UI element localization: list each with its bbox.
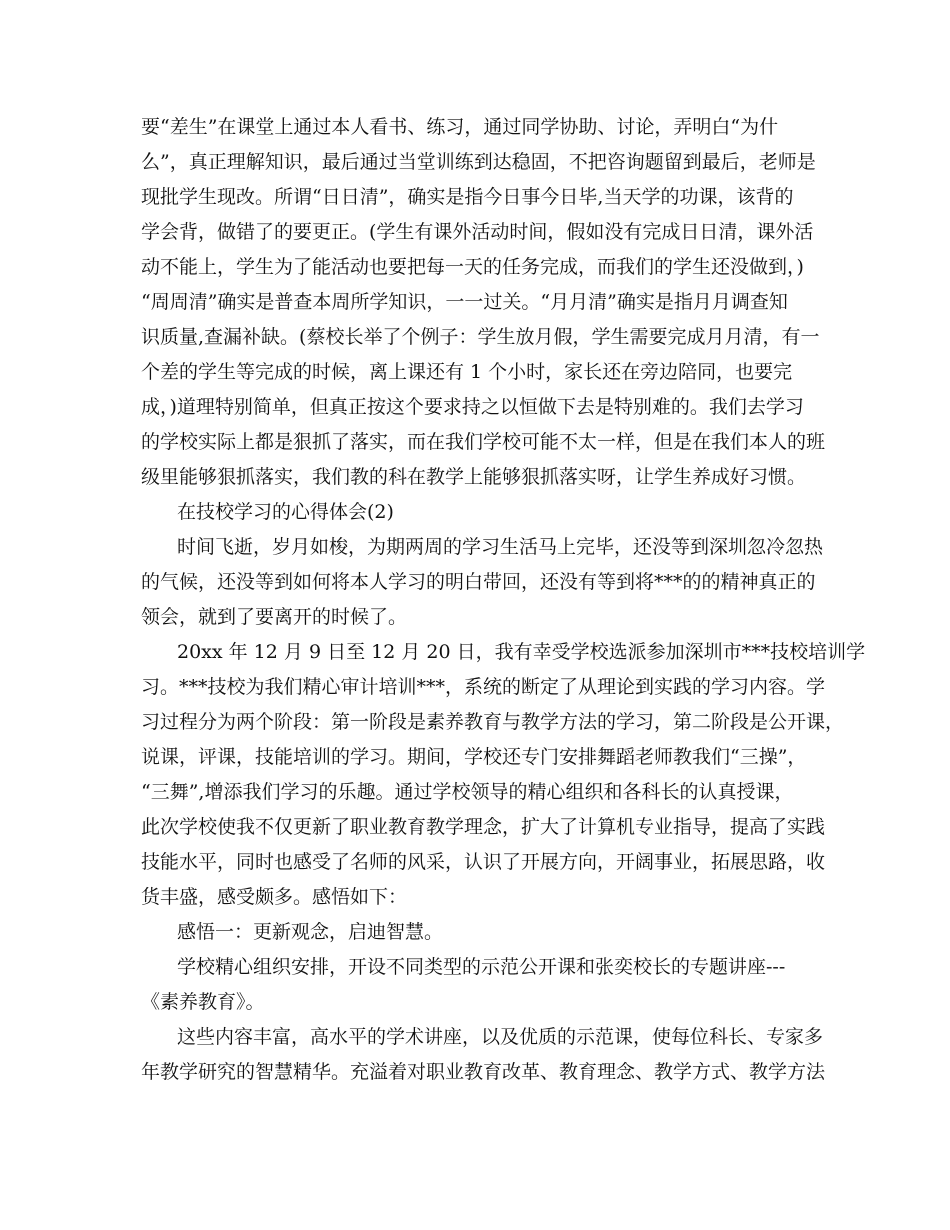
text-line: 学会背，做错了的要更正。(学生有课外活动时间，假如没有完成日日清，课外活 [141, 221, 814, 243]
text-line: 的学校实际上都是狠抓了落实，而在我们学校可能不太一样，但是在我们本人的班 [141, 431, 826, 453]
text-line: 个差的学生等完成的时候，离上课还有 1 个小时，家长还在旁边陪同，也要完 [141, 361, 793, 383]
text-line: 此次学校使我不仅更新了职业教育教学理念，扩大了计算机专业指导，提高了实践 [141, 816, 826, 838]
text-line: 习。***技校为我们精心审计培训***，系统的断定了从理论到实践的学习内容。学 [141, 676, 826, 698]
text-line: 识质量,查漏补缺。(蔡校长举了个例子：学生放月假，学生需要完成月月清，有一 [141, 326, 820, 348]
text-line: “周周清”确实是普查本周所学知识，一一过关。“月月清”确实是指月月调查知 [141, 291, 788, 313]
text-line: 20xx 年 12 月 9 日至 12 月 20 日，我有幸受学校选派参加深圳市***技校培训学 [177, 641, 866, 663]
text-line: 技能水平，同时也感受了名师的风采，认识了开展方向，开阔事业，拓展思路，收 [141, 851, 826, 873]
section-heading: 在技校学习的心得体会(2) [177, 501, 394, 523]
text-line: 领会，就到了要离开的时候了。 [141, 606, 408, 628]
subheading: 感悟一：更新观念，启迪智慧。 [177, 921, 444, 943]
text-line: “三舞”,增添我们学习的乐趣。通过学校领导的精心组织和各科长的认真授课， [141, 781, 794, 803]
text-line: 级里能够狠抓落实，我们教的科在教学上能够狠抓落实呀，让学生养成好习惯。 [141, 466, 807, 488]
text-line: 么”，真正理解知识，最后通过当堂训练到达稳固，不把咨询题留到最后，老师是 [141, 151, 816, 173]
text-line: 学校精心组织安排，开设不同类型的示范公开课和张奕校长的专题讲座--- [177, 956, 786, 978]
text-line: 说课，评课，技能培训的学习。期间，学校还专门安排舞蹈老师教我们“三操”， [141, 746, 807, 768]
text-line: 要“差生”在课堂上通过本人看书、练习，通过同学协助、讨论，弄明白“为什 [141, 116, 779, 138]
text-line: 成，)道理特别简单，但真正按这个要求持之以恒做下去是特别难的。我们去学习 [141, 396, 804, 418]
text-line: 习过程分为两个阶段：第一阶段是素养教育与教学方法的学习，第二阶段是公开课， [141, 711, 845, 733]
text-line: 货丰盛，感受颇多。感悟如下： [141, 886, 408, 908]
text-line: 现批学生现改。所谓“日日清”，确实是指今日事今日毕,当天学的功课，该背的 [141, 186, 794, 208]
text-line: 《素养教育》。 [141, 991, 265, 1013]
text-line: 时间飞逝，岁月如梭，为期两周的学习生活马上完毕，还没等到深圳忽冷忽热 [177, 536, 824, 558]
text-line: 动不能上，学生为了能活动也要把每一天的任务完成，而我们的学生还没做到，) [141, 256, 804, 278]
text-line: 的气候，还没等到如何将本人学习的明白带回，还没有等到将***的的精神真正的 [141, 571, 816, 593]
text-line: 年教学研究的智慧精华。充溢着对职业教育改革、教育理念、教学方式、教学方法 [141, 1061, 826, 1083]
text-line: 这些内容丰富，高水平的学术讲座，以及优质的示范课，使每位科长、专家多 [177, 1026, 824, 1048]
document-body [141, 110, 866, 1090]
